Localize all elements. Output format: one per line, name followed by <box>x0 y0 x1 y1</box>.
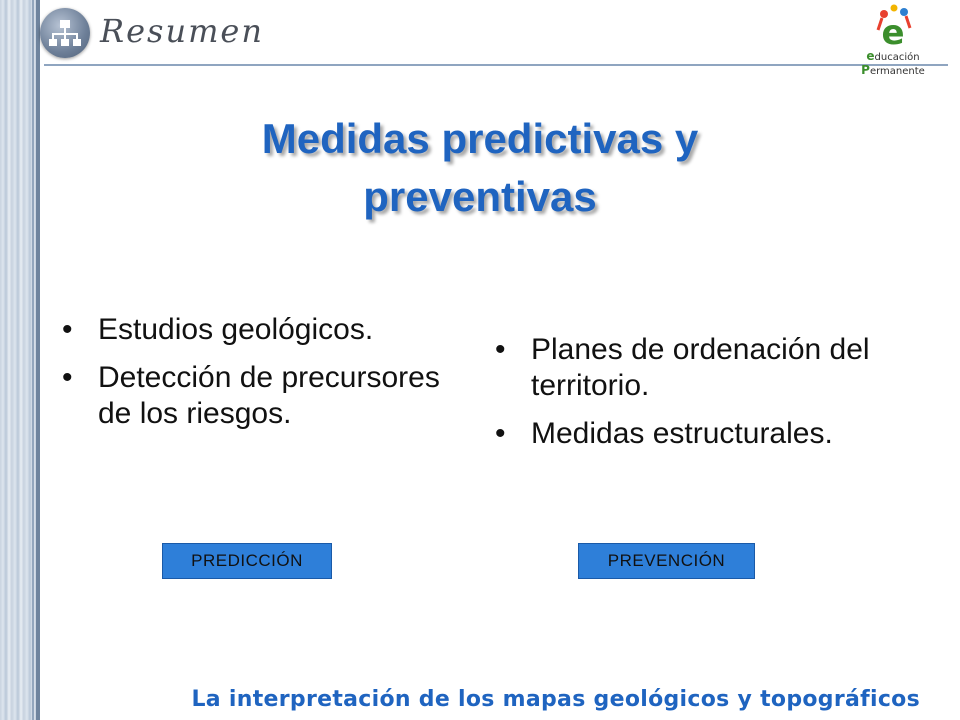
svg-text:e: e <box>881 13 905 50</box>
footer-title: La interpretación de los mapas geológicos y topográficos <box>191 687 920 712</box>
prevencion-label: PREVENCIÓN <box>578 543 755 579</box>
logo-text-main: ducación <box>874 52 920 63</box>
slide-title-line2: preventivas <box>363 173 597 220</box>
bullet-item: • Estudios geológicos. <box>62 312 442 348</box>
bullet-item: • Medidas estructurales. <box>495 416 895 452</box>
left-bullet-list <box>62 312 442 444</box>
bullet-item: • Planes de ordenación del territorio. <box>495 332 895 404</box>
logo-text-main2: ermanente <box>869 66 925 77</box>
right-bullet-list <box>495 332 895 464</box>
slide-title-line1: Medidas predictivas y <box>261 115 699 162</box>
header-title: Resumen <box>100 12 264 50</box>
left-decorative-border <box>0 0 40 720</box>
header-divider <box>44 64 948 66</box>
logo-letter-e: e <box>866 49 875 63</box>
prediccion-label: PREDICCIÓN <box>162 543 332 579</box>
bullet-item: • Detección de precursores de los riesgos. <box>62 360 442 432</box>
logo-letter-p: P <box>861 63 870 77</box>
educacion-permanente-logo <box>838 4 948 77</box>
hierarchy-icon <box>40 8 90 58</box>
slide-title <box>140 110 820 226</box>
